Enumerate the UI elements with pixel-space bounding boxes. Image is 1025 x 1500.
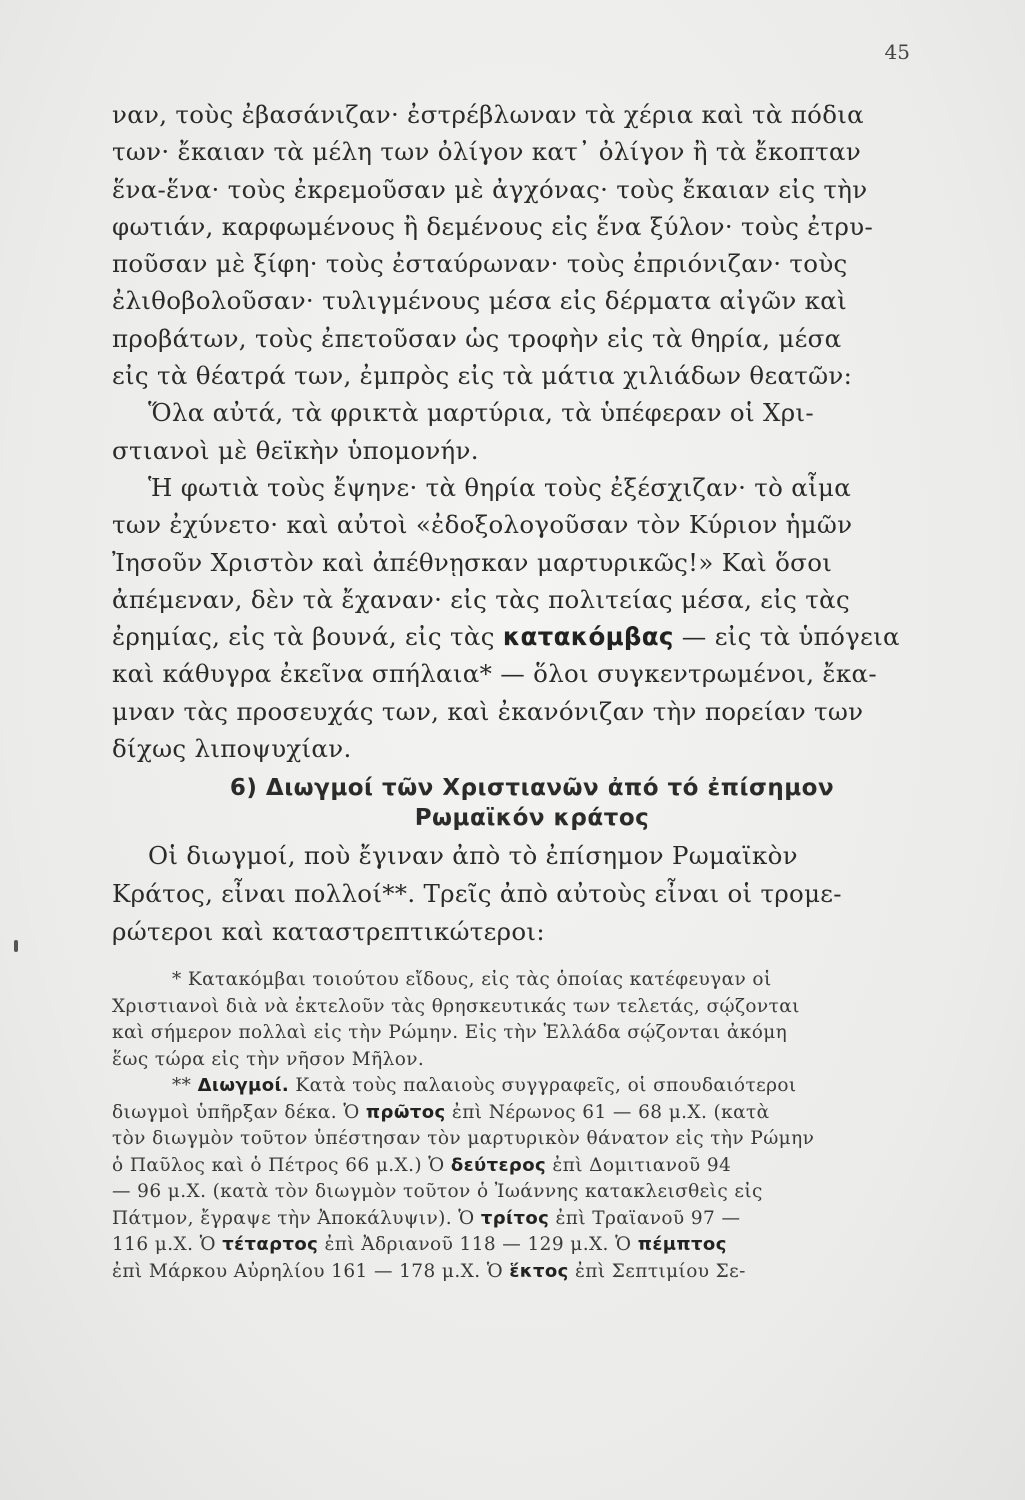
margin-mark	[14, 940, 18, 952]
text-line: ποῦσαν μὲ ξίφη· τοὺς ἐσταύρωναν· τοὺς ἐπριόνιζαν· τοὺς	[112, 249, 848, 279]
text-run: ἐπὶ Τραϊανοῦ 97 —	[549, 1207, 741, 1229]
bold-term: δεύτερος	[450, 1154, 547, 1176]
text-run: ἐπὶ Μάρκου Αὐρηλίου 161 — 178 μ.Χ. Ὁ	[112, 1260, 510, 1282]
text-line: στιανοὶ μὲ θεϊκὴν ὑπομονήν.	[112, 435, 479, 465]
footnote-line: καὶ σήμερον πολλαὶ εἰς τὴν Ρώμην. Εἰς τὴν Ἑλλάδα σῴζονται ἀκόμη	[112, 1022, 788, 1044]
footnote-catacombs	[112, 967, 912, 1073]
text-line: φωτιάν, καρφωμένους ἢ δεμένους εἰς ἕνα ξύλον· τοὺς ἐτρυ-	[112, 211, 874, 241]
body-text	[112, 96, 912, 1285]
footnotes	[112, 967, 912, 1285]
text-line: ἐλιθοβολοῦσαν· τυλιγμένους μέσα εἰς δέρματα αἰγῶν καὶ	[112, 286, 847, 316]
bold-term-katakombas: κατακόμβας	[502, 622, 674, 652]
text-line: ρώτεροι καὶ καταστρεπτικώτεροι:	[112, 917, 545, 947]
text-run: ἐπὶ Ἀδριανοῦ 118 — 129 μ.Χ. Ὁ	[318, 1234, 638, 1256]
footnote-persecutions	[112, 1073, 912, 1285]
footnote-line	[112, 1206, 912, 1233]
text-line: εἰς τὰ θέατρά των, ἐμπρὸς εἰς τὰ μάτια χιλιάδων θεατῶν:	[112, 361, 853, 391]
text-line: προβάτων, τοὺς ἐπετοῦσαν ὡς τροφὴν εἰς τὰ θηρία, μέσα	[112, 323, 842, 353]
footnote-line	[112, 1153, 912, 1180]
text-line: των· ἔκαιαν τὰ μέλη των ὀλίγον κατ᾽ ὀλίγον ἢ τὰ ἔκοπταν	[112, 137, 862, 167]
text-line: μναν τὰς προσευχάς των, καὶ ἐκανόνιζαν τὴν πορείαν των	[112, 696, 864, 726]
bold-term: πρῶτος	[365, 1101, 446, 1123]
text-line: Ὅλα αὐτά, τὰ φρικτὰ μαρτύρια, τὰ ὑπέφεραν οἱ Χρι-	[148, 398, 814, 428]
paragraph-roman-persecutions	[112, 837, 912, 951]
bold-term: πέμπτος	[637, 1234, 727, 1256]
text-run: ἐπὶ Δομιτιανοῦ 94	[546, 1154, 732, 1176]
text-run: ὁ Παῦλος καὶ ὁ Πέτρος 66 μ.Χ.) Ὁ	[112, 1154, 451, 1176]
footnote-line	[112, 1232, 912, 1259]
footnote-line: — 96 μ.Χ. (κατὰ τὸν διωγμὸν τοῦτον ὁ Ἰωάννης κατακλεισθεὶς εἰς	[112, 1181, 763, 1203]
text-run: ἐρημίας, εἰς τὰ βουνά, εἰς τὰς	[112, 622, 503, 652]
text-run: **	[172, 1075, 198, 1097]
text-line: Ἰησοῦν Χριστὸν καὶ ἀπέθνῃσκαν μαρτυρικῶς!» Καὶ ὅσοι	[112, 547, 833, 577]
text-run: Πάτμον, ἔγραψε τὴν Ἀποκάλυψιν). Ὁ	[112, 1207, 481, 1229]
text-line: Ἡ φωτιὰ τοὺς ἔψηνε· τὰ θηρία τοὺς ἐξέσχιζαν· τὸ αἷμα	[148, 472, 852, 502]
section-heading	[112, 773, 912, 837]
text-line: δίχως λιποψυχίαν.	[112, 734, 352, 764]
text-run: ἐπὶ Σεπτιμίου Σε-	[568, 1260, 746, 1282]
paragraph-catacombs	[112, 469, 912, 767]
bold-term: τρίτος	[480, 1207, 550, 1229]
bold-term: τέταρτος	[222, 1234, 319, 1256]
paragraph-persecution-methods	[112, 96, 912, 394]
section-heading-line: 6) Διωγμοί τῶν Χριστιανῶν ἀπό τό ἐπίσημον	[229, 775, 835, 802]
footnote-line	[112, 1100, 912, 1127]
footnote-line	[112, 1073, 912, 1100]
footnote-line: τὸν διωγμὸν τοῦτον ὑπέστησαν τὸν μαρτυρικὸν θάνατον εἰς τὴν Ρώμην	[112, 1128, 815, 1150]
text-run: — εἰς τὰ ὑπόγεια	[673, 622, 900, 652]
text-line: καὶ κάθυγρα ἐκεῖνα σπήλαια* — ὅλοι συγκεντρωμένοι, ἔκα-	[112, 659, 877, 689]
bold-term: ἕκτος	[509, 1260, 569, 1282]
text-line: των ἐχύνετο· καὶ αὐτοὶ «ἐδοξολογοῦσαν τὸν Κύριον ἡμῶν	[112, 510, 853, 540]
text-run: 116 μ.Χ. Ὁ	[112, 1234, 223, 1256]
bold-term: Διωγμοί.	[197, 1075, 290, 1097]
footnote-line	[112, 1259, 912, 1286]
text-line	[112, 618, 912, 655]
section-heading-line: Ρωμαϊκόν κράτος	[414, 805, 650, 832]
footnote-line: ἕως τώρα εἰς τὴν νῆσον Μῆλον.	[112, 1048, 425, 1070]
text-run: ἐπὶ Νέρωνος 61 — 68 μ.Χ. (κατὰ	[445, 1101, 770, 1123]
text-line: ναν, τοὺς ἐβασάνιζαν· ἐστρέβλωναν τὰ χέρια καὶ τὰ πόδια	[112, 100, 865, 129]
paragraph-patience	[112, 394, 912, 469]
text-line: ἕνα-ἕνα· τοὺς ἐκρεμοῦσαν μὲ ἀγχόνας· τοὺς ἔκαιαν εἰς τὴν	[112, 174, 868, 204]
text-line: Κράτος, εἶναι πολλοί**. Τρεῖς ἀπὸ αὐτοὺς εἶναι οἱ τρομε-	[112, 879, 842, 909]
page-number: 45	[884, 40, 910, 64]
text-line: ἀπέμεναν, δὲν τὰ ἔχαναν· εἰς τὰς πολιτείας μέσα, εἰς τὰς	[112, 584, 850, 614]
text-run: Κατὰ τοὺς παλαιοὺς συγγραφεῖς, οἱ σπουδαιότεροι	[289, 1075, 797, 1097]
text-run: διωγμοὶ ὑπῆρξαν δέκα. Ὁ	[112, 1101, 366, 1123]
footnote-line: * Κατακόμβαι τοιούτου εἴδους, εἰς τὰς ὁποίας κατέφευγαν οἱ	[172, 969, 772, 991]
text-line: Οἱ διωγμοί, ποὺ ἔγιναν ἀπὸ τὸ ἐπίσημον Ρωμαϊκὸν	[148, 841, 798, 871]
footnote-line: Χριστιανοὶ διὰ νὰ ἐκτελοῦν τὰς θρησκευτικάς των τελετάς, σῴζονται	[112, 995, 800, 1017]
